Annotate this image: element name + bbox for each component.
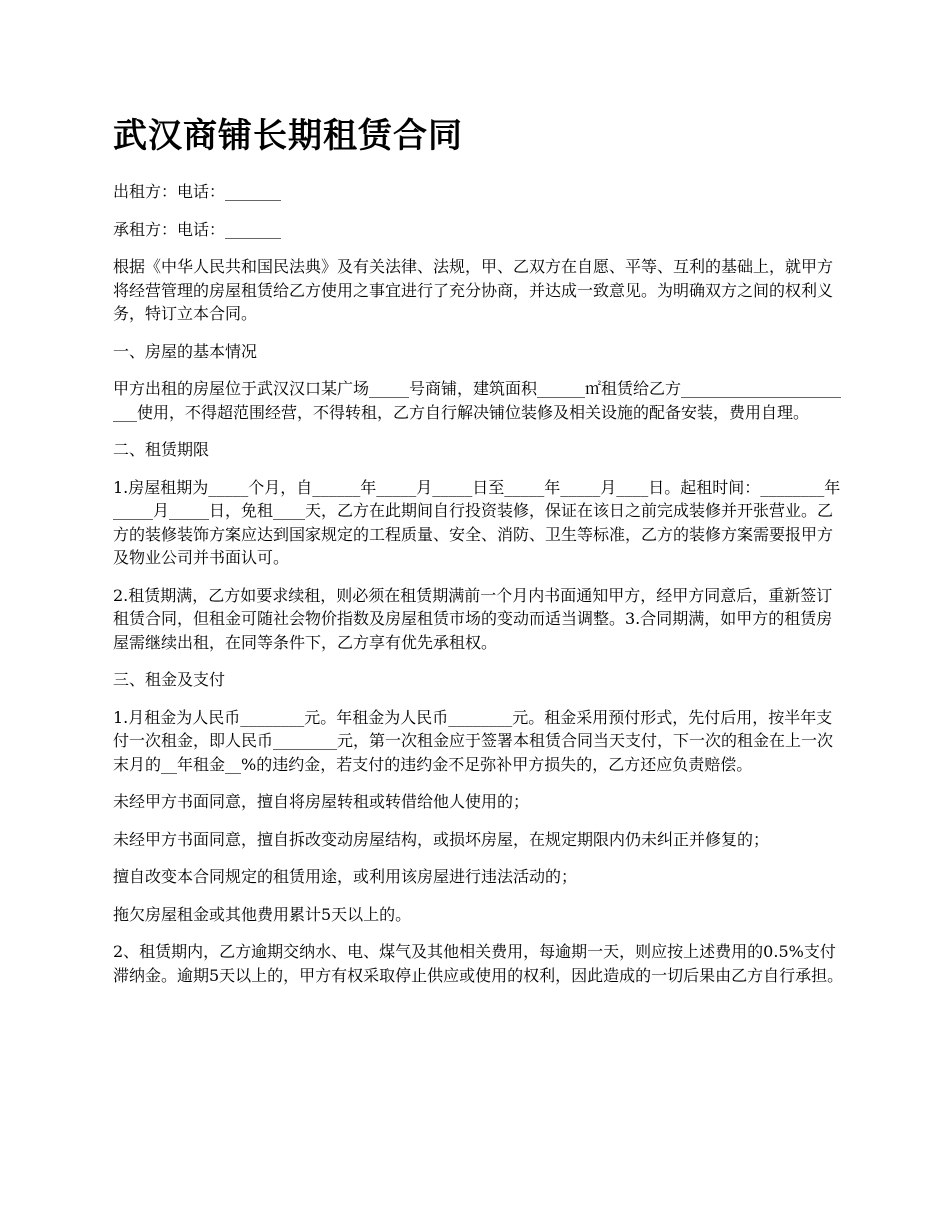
breach-item-sublet: 未经甲方书面同意，擅自将房屋转租或转借给他人使用的； [113, 792, 530, 811]
document-page [113, 112, 848, 1001]
breach-item-usage: 擅自改变本合同规定的租赁用途，或利用该房屋进行违法活动的； [113, 867, 578, 886]
section-heading-term: 二、租赁期限 [113, 440, 210, 459]
breach-item-arrears: 拖欠房屋租金或其他费用累计5天以上的。 [113, 904, 412, 924]
breach-item-structure: 未经甲方书面同意，擅自拆改变动房屋结构，或损坏房屋，在规定期限内仍未纠正并修复的； [113, 829, 770, 849]
document-title: 武汉商铺长期租赁合同 [113, 116, 463, 156]
term-clause-1: 1.房屋租期为_____个月，自______年_____月_____日至_____年_____月____日。起租时间：________年_____月_____日，免租____天，乙方在此期间自行投资装修，保证在该日之前完成装修并开张营业。乙方的装修装饰方案应达到国家规定的工程质量、安全、消防、卫生等标准，乙方的装修方案需要报甲方及物业公司并书面认可。 [113, 477, 841, 567]
late-fee-clause: 2、租赁期内，乙方逾期交纳水、电、煤气及其他相关费用，每逾期一天，则应按上述费用的0.5%支付滞纳金。逾期5天以上的，甲方有权采取停止供应或使用的权利，因此造成的一切后果由乙方自行承担。 [113, 942, 844, 985]
rent-clause-1: 1.月租金为人民币________元。年租金为人民币________元。租金采用预付形式，先付后用，按半年支付一次租金，即人民币________元，第一次租金应于签署本租赁合同当天支付，下一次的租金在上一次末月的__年租金__%的违约金，若支付的违约金不足弥补甲方损失的，乙方还应负责赔偿。 [113, 707, 834, 774]
preamble-paragraph: 根据《中华人民共和国民法典》及有关法律、法规，甲、乙双方在自愿、平等、互利的基础上，就甲方将经营管理的房屋租赁给乙方使用之事宜进行了充分协商，并达成一致意见。为明确双方之间的权利义务，特订立本合同。 [113, 257, 834, 323]
property-description-paragraph: 甲方出租的房屋位于武汉汉口某广场_____号商铺，建筑面积______㎡租赁给乙方_______________________使用，不得超范围经营，不得转租，乙方自行解决铺位装修及相关设施的配备安装，费用自理。 [113, 379, 842, 422]
section-heading-rent: 三、租金及支付 [113, 670, 226, 689]
lessor-line: 出租方：电话：_______ [113, 182, 282, 201]
lessee-line: 承租方：电话：_______ [113, 219, 282, 239]
section-heading-property: 一、房屋的基本情况 [113, 341, 258, 361]
term-clause-2: 2.租赁期满，乙方如要求续租，则必须在租赁期满前一个月内书面通知甲方，经甲方同意后，重新签订租赁合同，但租金可随社会物价指数及房屋租赁市场的变动而适当调整。3.合同期满，如甲方的租赁房屋需继续出租，在同等条件下，乙方享有优先承租权。 [113, 585, 833, 652]
